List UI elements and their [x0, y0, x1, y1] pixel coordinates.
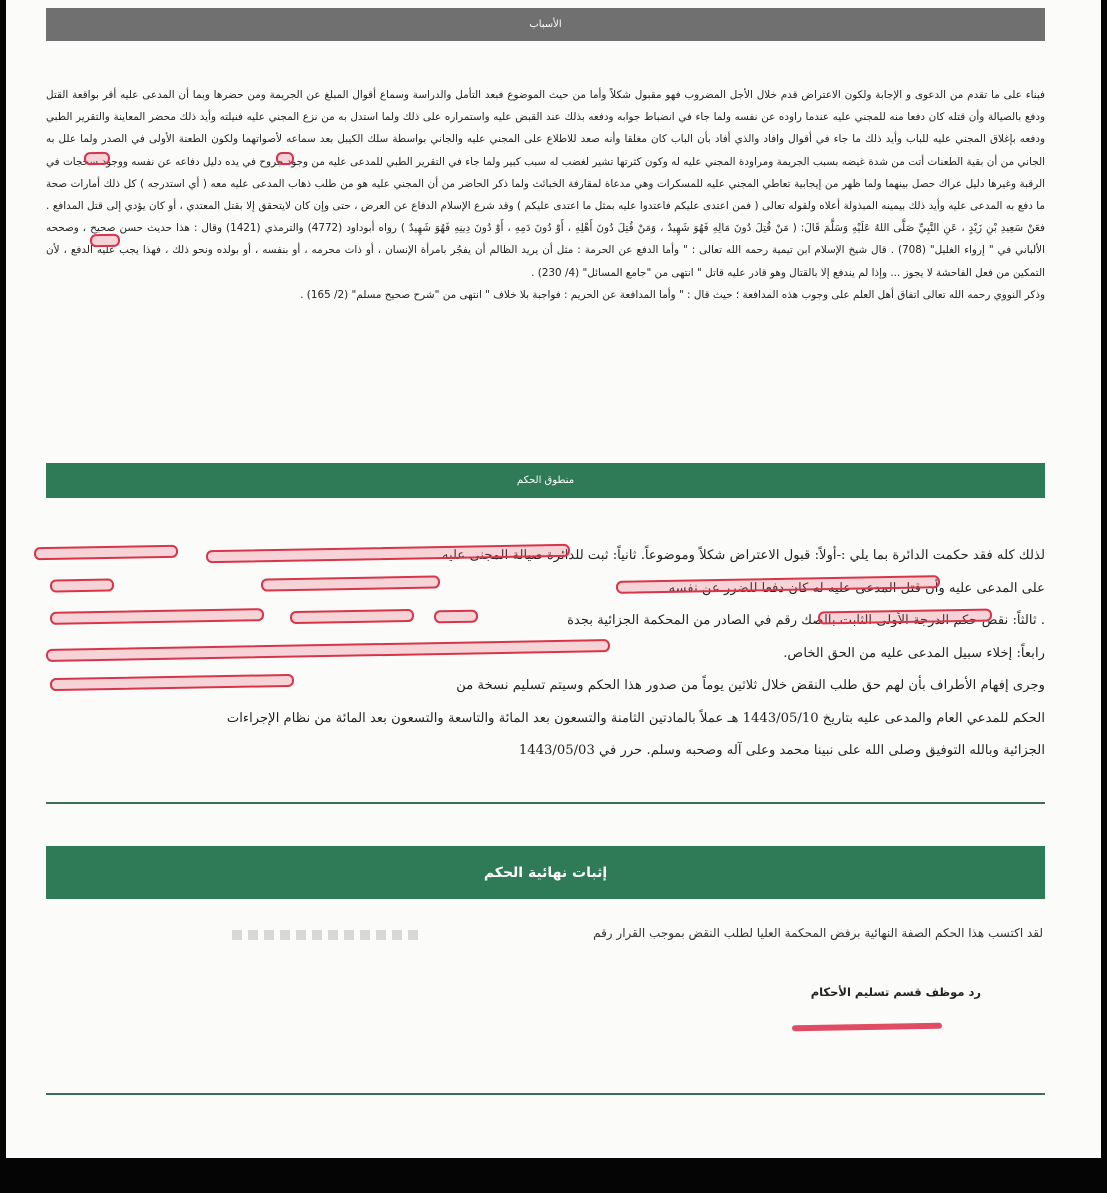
ruling-line: وجرى إفهام الأطراف بأن لهم حق طلب النقض خلال ثلاثين يوماً من صدور هذا الحكم وسيتم تسليم نسخة من: [456, 678, 1045, 693]
bottom-divider: [46, 1093, 1045, 1095]
causes-header-title: الأسباب: [529, 19, 562, 30]
redaction-mark: [50, 578, 114, 592]
redaction-mark: [290, 609, 414, 624]
redaction-mark: [276, 152, 294, 165]
causes-paragraph-nawawi: وذكر النووي رحمه الله تعالى اتفاق أهل العلم على وجوب هذه المدافعة ؛ حيث قال : " وأما المدافعة عن الحريم : فواجبة بلا خلاف " انتهى من "شرح صحيح مسلم" (2/ 165) .: [300, 288, 1045, 301]
redaction-mark: [84, 152, 110, 165]
ruling-line: لذلك كله فقد حكمت الدائرة بما يلي :-أولاً: قبول الاعتراض شكلاً وموضوعاً. ثانياً: ثبت للدائرة صيالة المجنى عليه: [441, 548, 1045, 563]
ruling-header: [46, 463, 1045, 498]
redaction-mark: [90, 234, 120, 248]
redaction-mark: [34, 545, 178, 561]
officer-signature-redaction: [792, 1023, 942, 1032]
redaction-mark: [434, 610, 478, 624]
screen-bottom-strip: [0, 1158, 1107, 1193]
ruling-line: رابعاً: إخلاء سبيل المدعى عليه من الحق الخاص.: [783, 645, 1045, 661]
causes-paragraph: فبناء على ما تقدم من الدعوى و الإجابة ولكون الاعتراض قدم خلال الأجل المضروب فهو مقبول شكلاً وأما من حيث الموضوع فبعد التأمل والدراسة وسماع أقوال المبلغ عن الجريمة ومن حضرها وبما أن المدعى عليه أقر بواقعة القتل ودفع بالصيالة وأن قتله كان دفعا منه للمجني عليه عندما راوده عن نفسه ولما جاء في انضباط جوابه ودفعه بذلك عند القبض عليه واستمراره على ذلك ولما استدل به من نزع المجني عليه فنيلته وأيد ذلك محضر المعاينة والتقرير الطبي ودفعه بإغلاق المجني عليه للباب وأيد ذلك ما جاء في أقوال وافاد والذي أفاد بأن الباب كان مغلقا وأنه صعد للاطلاع على المجني عليه والجاني بواسطة سلك الكيبل بعد سماعه لأصواتهما ولكون الطعنة الأولى في الصدر ولما علل به الجاني من أن بقية الطعنات أتت من شدة غيضه بسبب الجريمة ومراودة المجني عليه له وكون كثرتها تشير لغضب له سبب كبير ولما جاء في التقرير الطبي للمدعى عليه من وجود جروح في يده دليل دفاعه عن نفسه ووجود سحجات في الرقبة وغيرها دليل عراك حصل بينهما ولما ظهر من إيجابية تعاطي المجني عليه للمسكرات وهي مدعاة لمقارفة الخبائث ولما ذكر الحاضر من أن المجني عليه هو من طلب ذهاب المدعى عليه معه ( أي استدرجه ) كل ذلك أمارات صحة ما دفع به المدعى عليه وأيد ذلك بيمينه المبذولة أعلاه ولقوله تعالى ( فمن اعتدى عليكم فاعتدوا عليه بمثل ما اعتدى عليكم ) وقد شرع الإسلام الدفاع عن العرض ، حتى وإن كان لايتحقق إلا بقتل المعتدي ، أو كان يؤدي إلى قتل المدافع . فعَنْ سَعِيدِ بْنِ زَيْدٍ ، عَنِ النَّبِيِّ صَلَّى اللهُ عَلَيْهِ وَسَلَّمَ قَالَ: ( مَنْ قُتِلَ دُونَ مَالِهِ فَهُوَ شَهِيدٌ ، وَمَنْ قُتِلَ دُونَ أَهْلِهِ ، أَوْ دُونَ دَمِهِ ، أَوْ دُونَ دِينِهِ فَهُوَ شَهِيدٌ ) رواه أبوداود (4772) والترمذي (1421) وقال : هذا حديث حسن صحيح ، وصححه الألباني في " إرواء الغليل" (708) . قال شيخ الإسلام ابن تيمية رحمه الله تعالى : " وأما الدفع عن الحرمة : مثل أن يريد الظالم أن يفجُر بامرأة الإنسان ، أو ذات محرمه ، أو بنفسه ، أو بولده ونحو ذلك ، فهذا يجب عليه الدفع ، لأن التمكين من فعل الفاحشة لا يجوز ... وإذا لم يندفع إلا بالقتال وهو قادر عليه قاتل " انتهى من "جامع المسائل" (4/ 230) .: [46, 89, 1045, 279]
officer-title: رد موظف قسم تسليم الأحكام: [810, 985, 981, 999]
ruling-line: الحكم للمدعي العام والمدعى عليه بتاريخ 1443/05/10 هـ عملاً بالمادتين الثامنة والتسعون بعد المائة والتاسعة والتسعون بعد المائة من نظام الإجراءات: [226, 710, 1045, 726]
finality-statement: لقد اكتسب هذا الحكم الصفة النهائية برفض المحكمة العليا لطلب النقض بموجب القرار رقم: [593, 926, 1043, 940]
document-page: [6, 0, 1101, 1158]
finality-header: [46, 846, 1045, 899]
causes-header: [46, 8, 1045, 41]
ruling-line: الجزائية وبالله التوفيق وصلى الله على نبينا محمد وعلى آله وصحبه وسلم. حرر في 1443/05/03: [518, 743, 1045, 758]
section-divider: [46, 802, 1045, 804]
finality-header-title: إثبات نهائية الحكم: [483, 864, 608, 881]
ruling-line: . ثالثاً: نقض حكم الدرجة الأولى الثابت بالصك رقم في الصادر من المحكمة الجزائية بجدة: [567, 613, 1045, 628]
ruling-header-title: منطوق الحكم: [516, 475, 575, 486]
ruling-line: على المدعى عليه وأن قتل المدعى عليه له كان دفعا للضرر عن نفسه: [668, 580, 1045, 596]
causes-section: [46, 84, 1045, 306]
faded-decision-number: [232, 930, 422, 940]
